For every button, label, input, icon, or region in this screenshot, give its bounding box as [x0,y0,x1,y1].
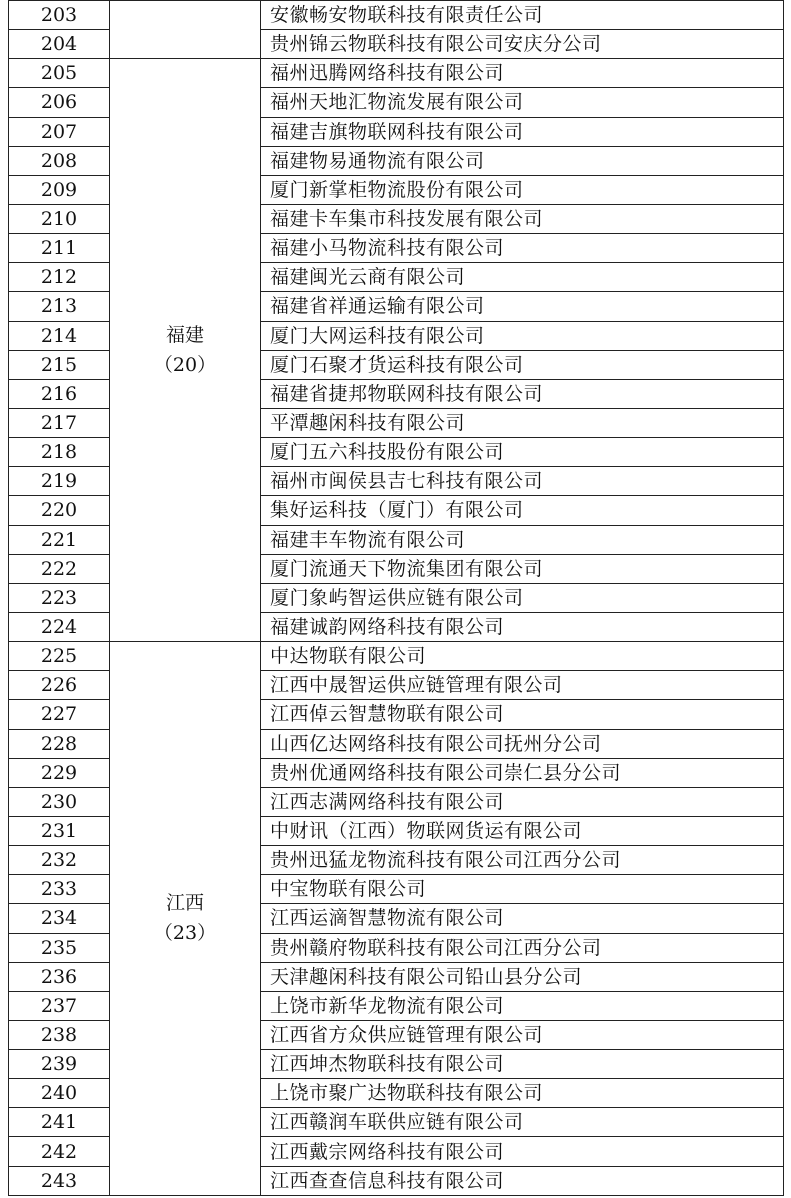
company-name-cell: 厦门大网运科技有限公司 [261,321,784,350]
company-name-cell: 江西运滴智慧物流有限公司 [261,904,784,933]
row-number-cell: 222 [9,554,110,583]
row-number-cell: 211 [9,234,110,263]
row-number-cell: 224 [9,612,110,641]
region-count: （23） [153,922,217,945]
row-number-cell: 236 [9,962,110,991]
company-name-cell: 江西戴宗网络科技有限公司 [261,1137,784,1166]
company-name-cell: 厦门新掌柜物流股份有限公司 [261,175,784,204]
row-number-cell: 227 [9,700,110,729]
row-number-cell: 241 [9,1108,110,1137]
row-number-cell: 215 [9,350,110,379]
company-name-cell: 江西中晟智运供应链管理有限公司 [261,671,784,700]
company-name-cell: 江西赣润车联供应链有限公司 [261,1108,784,1137]
company-name-cell: 厦门象屿智运供应链有限公司 [261,583,784,612]
company-name-cell: 江西坤杰物联科技有限公司 [261,1050,784,1079]
company-name-cell: 福建吉旗物联网科技有限公司 [261,117,784,146]
company-name-cell: 上饶市聚广达物联科技有限公司 [261,1079,784,1108]
row-number-cell: 206 [9,88,110,117]
row-number-cell: 214 [9,321,110,350]
table-row [9,1,784,30]
region-cell [110,59,261,642]
row-number-cell: 209 [9,175,110,204]
company-name-cell: 中达物联有限公司 [261,642,784,671]
row-number-cell: 234 [9,904,110,933]
row-number-cell: 203 [9,1,110,30]
company-name-cell: 江西查查信息科技有限公司 [261,1166,784,1195]
row-number-cell: 239 [9,1050,110,1079]
company-name-cell: 中财讯（江西）物联网货运有限公司 [261,816,784,845]
row-number-cell: 226 [9,671,110,700]
row-number-cell: 221 [9,525,110,554]
company-name-cell: 安徽畅安物联科技有限责任公司 [261,1,784,30]
region-cell [110,1,261,59]
row-number-cell: 228 [9,729,110,758]
row-number-cell: 223 [9,583,110,612]
company-name-cell: 福建小马物流科技有限公司 [261,234,784,263]
company-name-cell: 厦门五六科技股份有限公司 [261,438,784,467]
table-row [9,59,784,88]
row-number-cell: 230 [9,787,110,816]
company-name-cell: 中宝物联有限公司 [261,875,784,904]
row-number-cell: 242 [9,1137,110,1166]
company-name-cell: 福建物易通物流有限公司 [261,146,784,175]
company-name-cell: 江西志满网络科技有限公司 [261,787,784,816]
company-name-cell: 江西倬云智慧物联有限公司 [261,700,784,729]
row-number-cell: 225 [9,642,110,671]
company-name-cell: 福建闽光云商有限公司 [261,263,784,292]
company-name-cell: 贵州优通网络科技有限公司崇仁县分公司 [261,758,784,787]
row-number-cell: 220 [9,496,110,525]
row-number-cell: 210 [9,204,110,233]
row-number-cell: 208 [9,146,110,175]
company-name-cell: 贵州赣府物联科技有限公司江西分公司 [261,933,784,962]
company-name-cell: 福建卡车集市科技发展有限公司 [261,204,784,233]
row-number-cell: 218 [9,438,110,467]
row-number-cell: 216 [9,379,110,408]
row-number-cell: 204 [9,30,110,59]
company-name-cell: 江西省方众供应链管理有限公司 [261,1020,784,1049]
company-name-cell: 集好运科技（厦门）有限公司 [261,496,784,525]
company-name-cell: 福建诚韵网络科技有限公司 [261,612,784,641]
row-number-cell: 233 [9,875,110,904]
row-number-cell: 207 [9,117,110,146]
row-number-cell: 213 [9,292,110,321]
region-name: 江西 [165,892,204,915]
company-list-table [8,0,784,1196]
row-number-cell: 212 [9,263,110,292]
company-name-cell: 贵州迅猛龙物流科技有限公司江西分公司 [261,846,784,875]
row-number-cell: 238 [9,1020,110,1049]
company-name-cell: 福建省捷邦物联网科技有限公司 [261,379,784,408]
company-name-cell: 福州市闽侯县吉七科技有限公司 [261,467,784,496]
row-number-cell: 219 [9,467,110,496]
company-name-cell: 贵州锦云物联科技有限公司安庆分公司 [261,30,784,59]
row-number-cell: 205 [9,59,110,88]
row-number-cell: 235 [9,933,110,962]
row-number-cell: 237 [9,991,110,1020]
region-cell [110,642,261,1196]
table-body [9,1,784,1196]
row-number-cell: 231 [9,816,110,845]
company-name-cell: 上饶市新华龙物流有限公司 [261,991,784,1020]
company-name-cell: 福建省祥通运输有限公司 [261,292,784,321]
row-number-cell: 232 [9,846,110,875]
company-name-cell: 福建丰车物流有限公司 [261,525,784,554]
company-list-table-container [8,0,783,1196]
row-number-cell: 243 [9,1166,110,1195]
company-name-cell: 天津趣闲科技有限公司铅山县分公司 [261,962,784,991]
company-name-cell: 福州天地汇物流发展有限公司 [261,88,784,117]
company-name-cell: 山西亿达网络科技有限公司抚州分公司 [261,729,784,758]
company-name-cell: 厦门流通天下物流集团有限公司 [261,554,784,583]
region-name: 福建 [165,324,204,347]
row-number-cell: 240 [9,1079,110,1108]
row-number-cell: 229 [9,758,110,787]
company-name-cell: 厦门石聚才货运科技有限公司 [261,350,784,379]
table-row [9,642,784,671]
row-number-cell: 217 [9,408,110,437]
company-name-cell: 福州迅腾网络科技有限公司 [261,59,784,88]
region-count: （20） [153,354,217,377]
company-name-cell: 平潭趣闲科技有限公司 [261,408,784,437]
